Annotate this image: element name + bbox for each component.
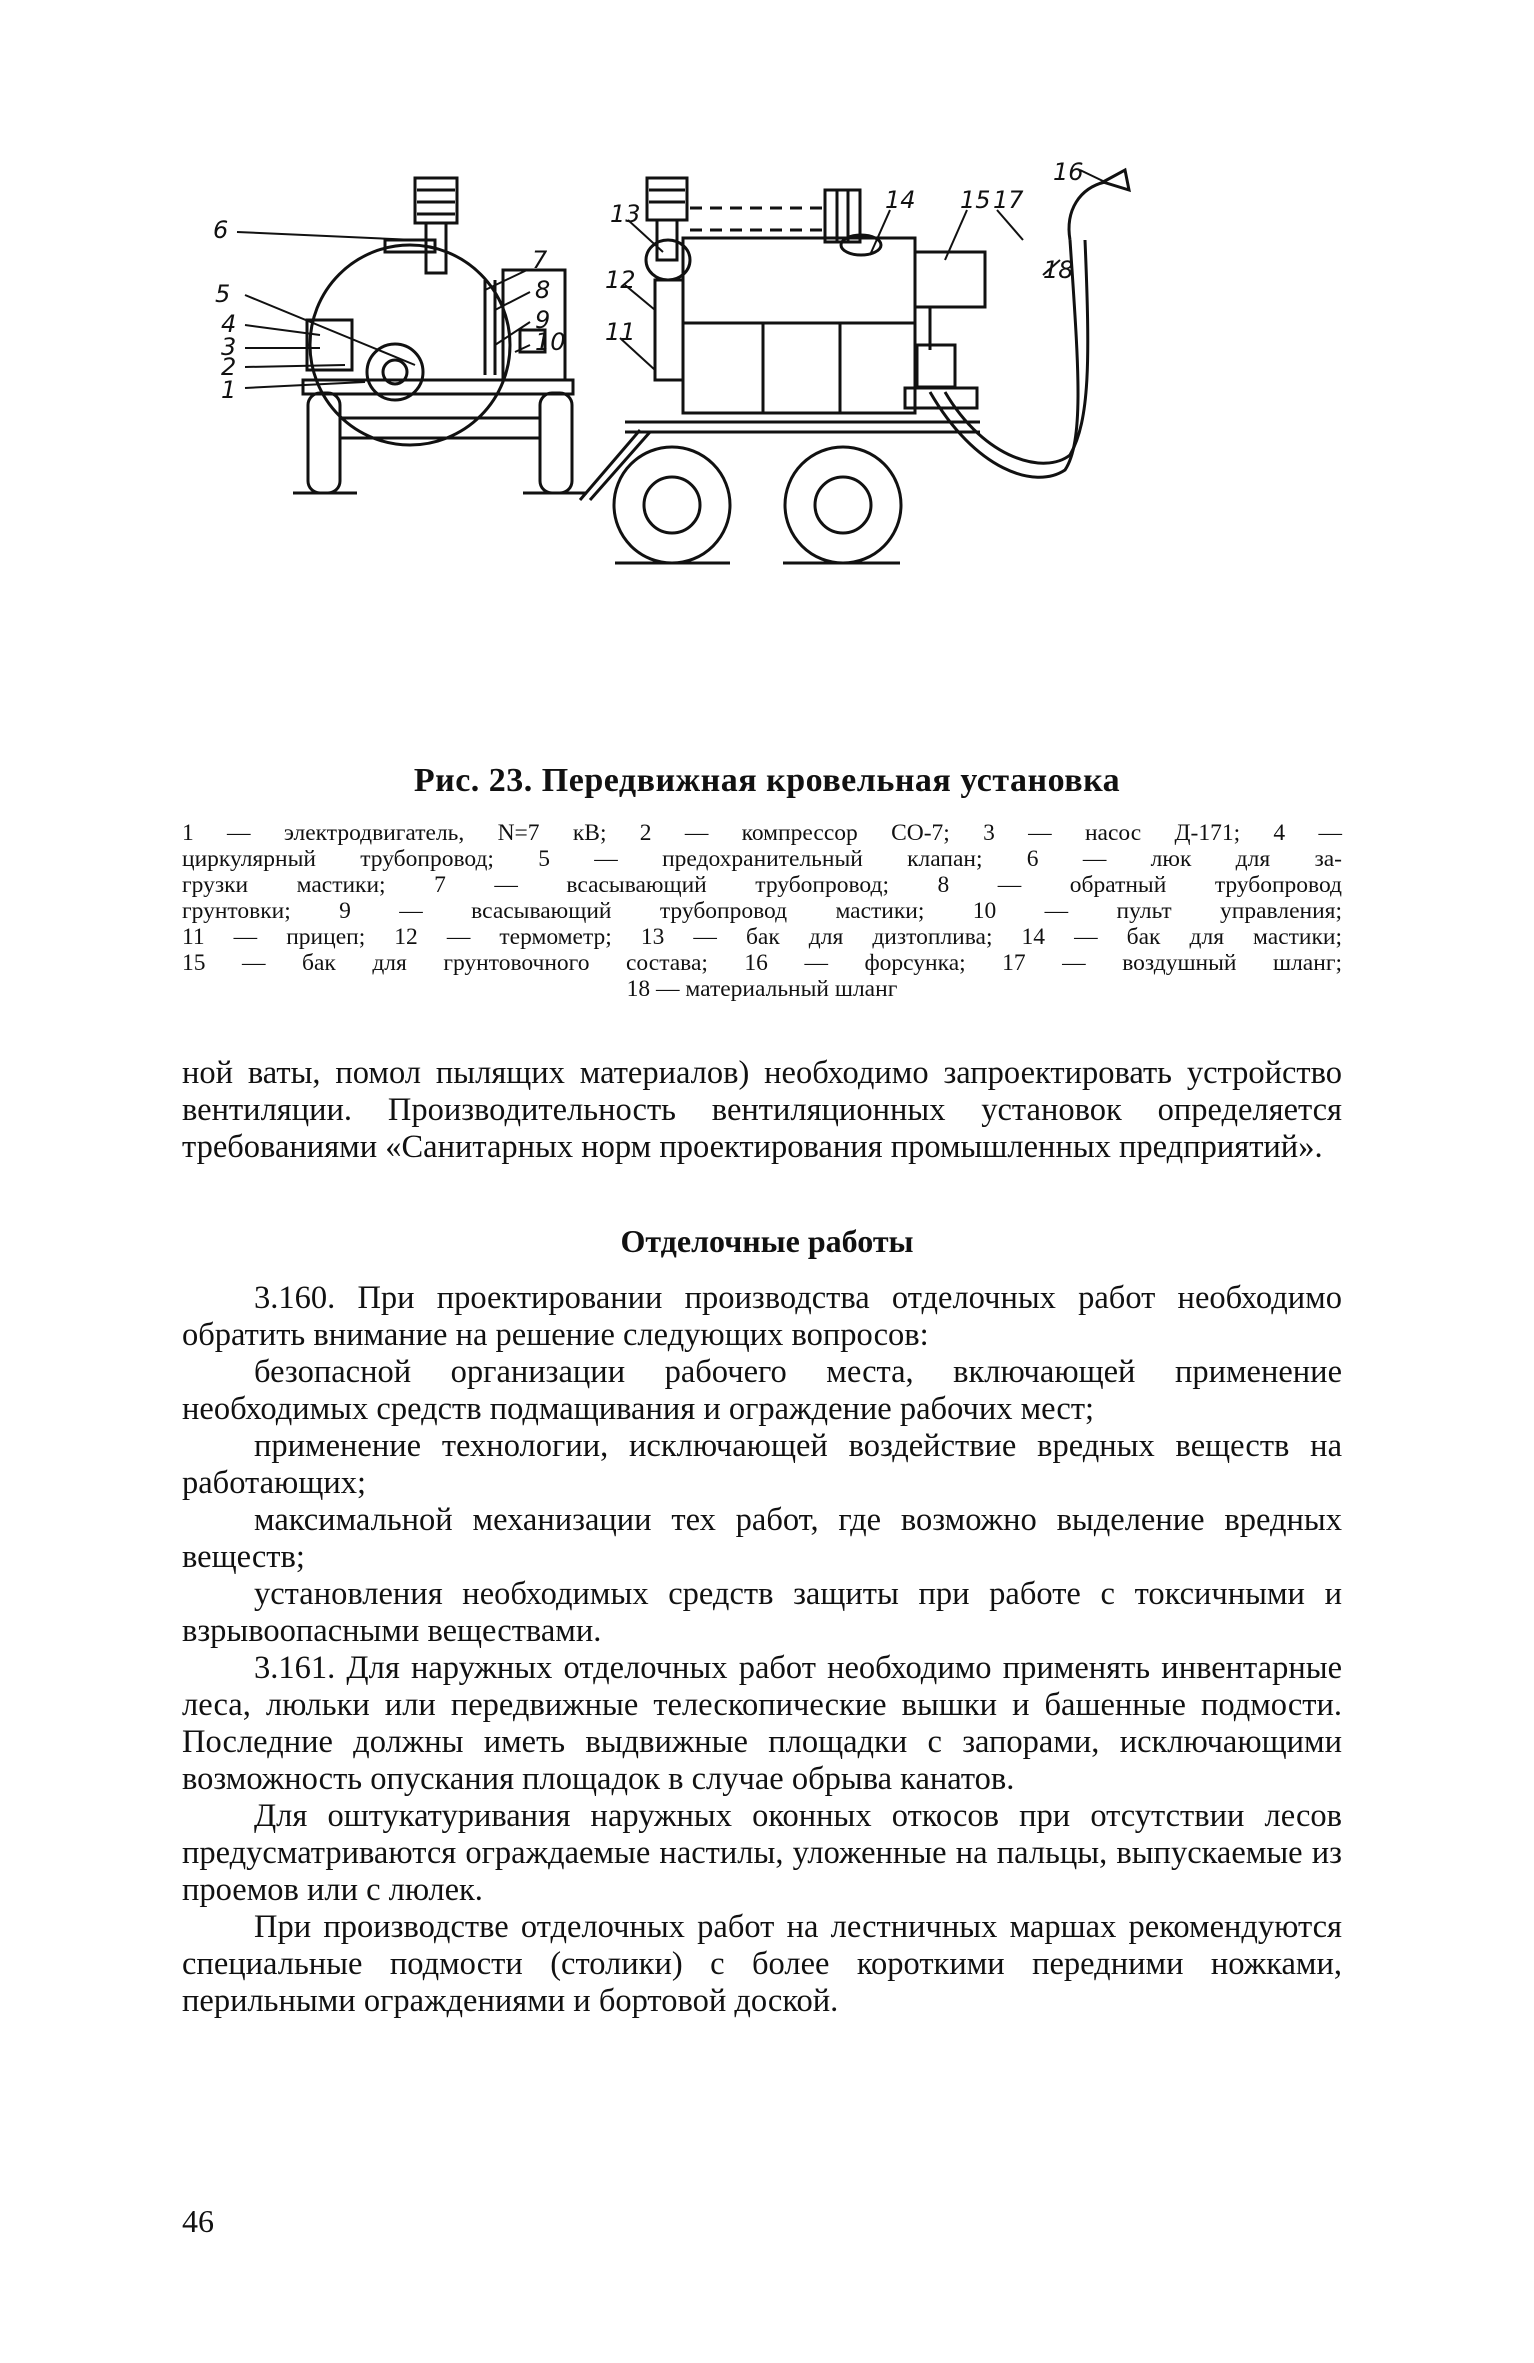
figure-caption-title: Рис. 23. Передвижная кровельная установка <box>413 762 1121 799</box>
legend-line: 1 — электродвигатель, N=7 кВ; 2 — компрессор СО-7; 3 — насос Д-171; 4 — <box>182 820 1342 846</box>
side-view <box>580 170 1129 563</box>
legend-line: 15 — бак для грунтовочного состава; 16 — форсунка; 17 — воздушный шланг; <box>182 950 1342 976</box>
label-11: 11 <box>605 318 636 346</box>
paragraph: максимальной механизации тех работ, где возможно выделение вредных веществ; <box>182 1502 1342 1575</box>
text-block-main <box>182 1280 1342 2020</box>
label-9: 9 <box>535 306 551 334</box>
page-number: 46 <box>182 2203 214 2239</box>
legend-line: 18 — материальный шланг <box>626 976 898 1002</box>
paragraph: ной ваты, помол пылящих материалов) необходимо запроектировать устройство вентиляции. Производительность вентиляционных установок определяется требованиями «Санитарных норм проектирования промышленных предприятий». <box>182 1055 1342 1165</box>
section-heading: Отделочные работы <box>620 1223 914 1259</box>
label-18: 18 <box>1043 256 1074 284</box>
label-1: 1 <box>221 376 237 404</box>
label-15: 15 <box>960 186 991 214</box>
label-8: 8 <box>535 276 551 304</box>
label-16: 16 <box>1053 160 1084 186</box>
label-5: 5 <box>215 280 231 308</box>
legend-line: грунтовки; 9 — всасывающий трубопровод мастики; 10 — пульт управления; <box>182 898 1342 924</box>
label-4: 4 <box>221 310 237 338</box>
label-13: 13 <box>610 200 641 228</box>
paragraph: При производстве отделочных работ на лестничных маршах рекомендуются специальные подмости (столики) с более короткими передними ножками, перильными ограждениями и бортовой доской. <box>182 1909 1342 2019</box>
label-17: 17 <box>993 186 1024 214</box>
legend-line: 11 — прицеп; 12 — термометр; 13 — бак для дизтоплива; 14 — бак для мастики; <box>182 924 1342 950</box>
paragraph: установления необходимых средств защиты при работе с токсичными и взрывоопасными веществами. <box>182 1576 1342 1649</box>
label-14: 14 <box>885 186 916 214</box>
text-block-top <box>182 1055 1342 1166</box>
label-7: 7 <box>532 246 548 274</box>
paragraph: 3.160. При проектировании производства отделочных работ необходимо обратить внимание на решение следующих вопросов: <box>182 1280 1342 1353</box>
paragraph: безопасной организации рабочего места, включающей применение необходимых средств подмащивания и ограждение рабочих мест; <box>182 1354 1342 1427</box>
paragraph: Для оштукатуривания наружных оконных откосов при отсутствии лесов предусматриваются ограждаемые настилы, уложенные на пальцы, выпускаемые из проемов или с люлек. <box>182 1798 1342 1908</box>
figure-legend <box>182 820 1342 1002</box>
label-2: 2 <box>221 353 237 381</box>
roofing-unit-diagram <box>185 160 1365 760</box>
figure-drawing <box>185 160 1365 760</box>
label-10: 10 <box>535 328 566 356</box>
label-6: 6 <box>213 216 229 244</box>
paragraph: применение технологии, исключающей воздействие вредных веществ на работающих; <box>182 1428 1342 1501</box>
label-3: 3 <box>221 333 237 361</box>
legend-line: грузки мастики; 7 — всасывающий трубопровод; 8 — обратный трубопровод <box>182 872 1342 898</box>
label-12: 12 <box>605 266 636 294</box>
legend-line: циркулярный трубопровод; 5 — предохранительный клапан; 6 — люк для за- <box>182 846 1342 872</box>
paragraph: 3.161. Для наружных отделочных работ необходимо применять инвентарные леса, люльки или передвижные телескопические вышки и башенные подмости. Последние должны иметь выдвижные площадки с запорами, исключающими возможность опускания площадок в случае обрыва канатов. <box>182 1650 1342 1797</box>
